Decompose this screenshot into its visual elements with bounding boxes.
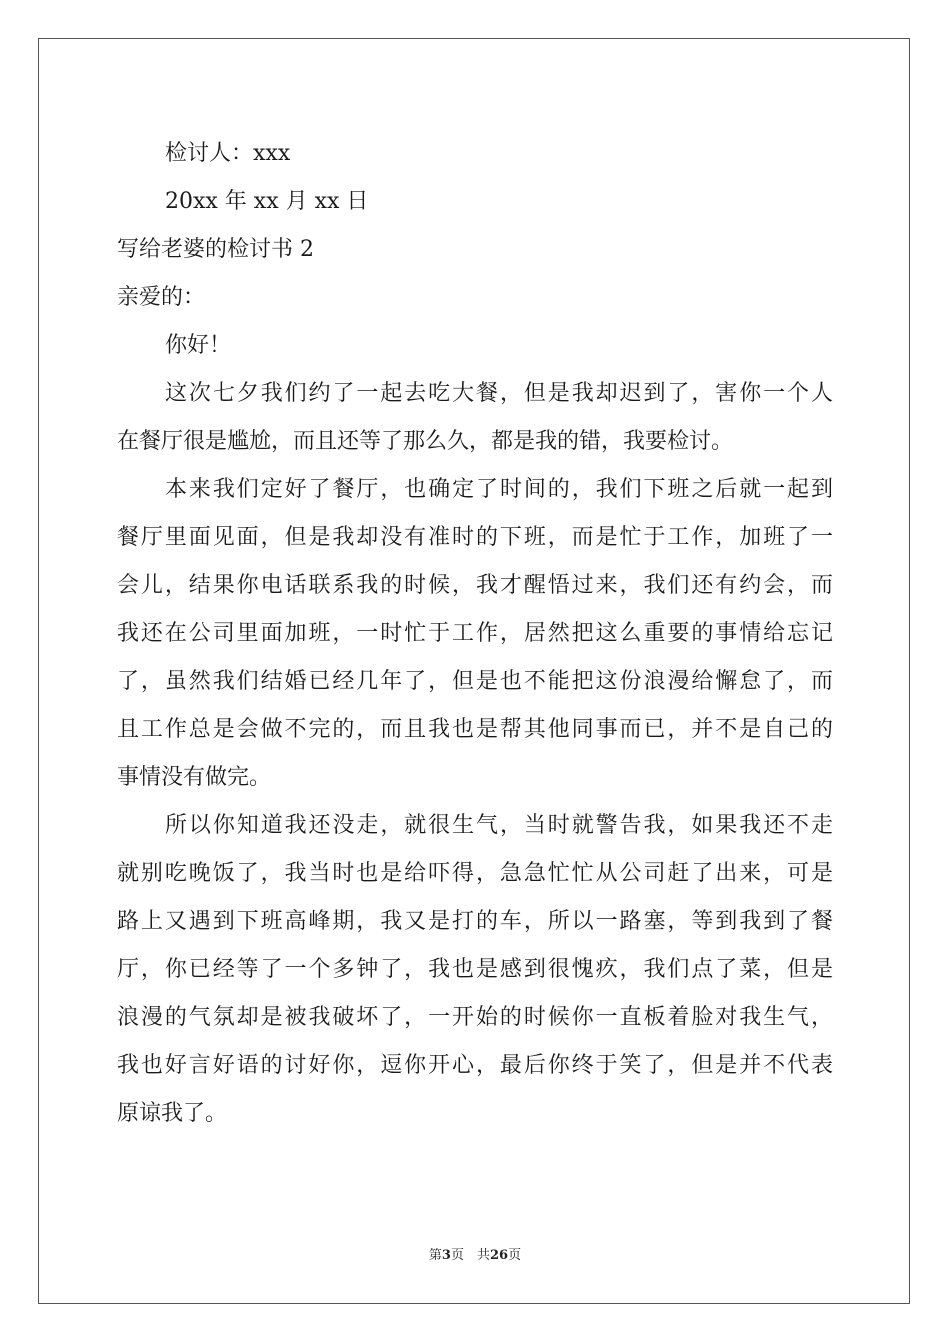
paragraph-2 bbox=[117, 466, 833, 802]
paragraph-line: 我还在公司里面加班，一时忙于工作，居然把这么重要的事情给忘记 bbox=[117, 621, 833, 646]
paragraph-3 bbox=[117, 802, 833, 1138]
page-number-current: 3 bbox=[441, 1248, 451, 1263]
paragraph-line: 餐厅里面见面，但是我却没有准时的下班，而是忙于工作，加班了一 bbox=[117, 525, 833, 550]
paragraph-line: 本来我们定好了餐厅，也确定了时间的，我们下班之后就一起到 bbox=[165, 477, 833, 502]
page-number-total: 26 bbox=[489, 1248, 509, 1263]
paragraph-line: 事情没有做完。 bbox=[117, 765, 272, 790]
page-number-prefix: 第 bbox=[428, 1248, 442, 1263]
document-title: 写给老婆的检讨书 2 bbox=[117, 237, 314, 262]
salutation: 亲爱的： bbox=[117, 285, 206, 310]
paragraph-1 bbox=[117, 370, 833, 466]
paragraph-line: 这次七夕我们约了一起去吃大餐，但是我却迟到了，害你一个人 bbox=[165, 381, 833, 406]
page-number-mid: 页 共 bbox=[450, 1248, 490, 1263]
paragraph-line: 就别吃晚饭了，我当时也是给吓得，急急忙忙从公司赶了出来，可是 bbox=[117, 861, 833, 886]
paragraph-line: 原谅我了。 bbox=[117, 1101, 228, 1126]
paragraph-line: 路上又遇到下班高峰期，我又是打的车，所以一路塞，等到我到了餐 bbox=[117, 909, 833, 934]
paragraph-line: 所以你知道我还没走，就很生气，当时就警告我，如果我还不走 bbox=[165, 813, 833, 838]
paragraph-line: 浪漫的气氛却是被我破坏了，一开始的时候你一直板着脸对我生气， bbox=[117, 1005, 833, 1030]
greeting: 你好！ bbox=[165, 333, 232, 358]
paragraph-line: 了，虽然我们结婚已经几年了，但是也不能把这份浪漫给懈怠了，而 bbox=[117, 669, 833, 694]
paragraph-line: 且工作总是会做不完的，而且我也是帮其他同事而已，并不是自己的 bbox=[117, 717, 833, 742]
paragraph-line: 在餐厅很是尴尬，而且还等了那么久，都是我的错，我要检讨。 bbox=[117, 429, 734, 454]
date-line: 20xx 年 xx 月 xx 日 bbox=[165, 189, 369, 214]
signature-line: 检讨人：xxx bbox=[165, 141, 291, 166]
page-number-suffix: 页 bbox=[508, 1248, 522, 1263]
document-body bbox=[117, 130, 833, 1138]
page-footer bbox=[0, 1244, 950, 1263]
paragraph-line: 会儿，结果你电话联系我的时候，我才醒悟过来，我们还有约会，而 bbox=[117, 573, 833, 598]
paragraph-line: 我也好言好语的讨好你，逗你开心，最后你终于笑了，但是并不代表 bbox=[117, 1053, 833, 1078]
paragraph-line: 厅，你已经等了一个多钟了，我也是感到很愧疚，我们点了菜，但是 bbox=[117, 957, 833, 982]
